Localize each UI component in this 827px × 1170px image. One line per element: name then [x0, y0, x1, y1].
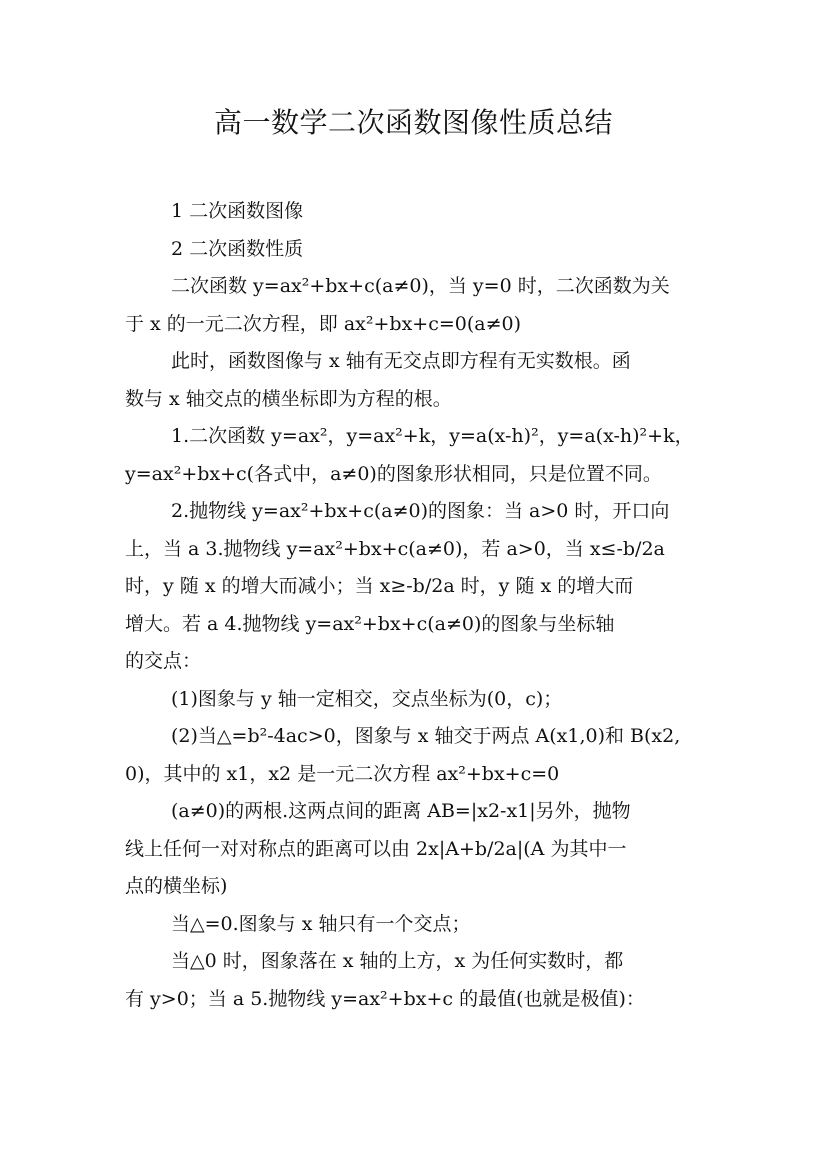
paragraph-line: 当△0 时，图象落在 x 轴的上方，x 为任何实数时，都: [171, 950, 624, 972]
paragraph-line: (1)图象与 y 轴一定相交，交点坐标为(0，c)；: [171, 687, 563, 710]
paragraph-line: 点的横坐标): [125, 875, 228, 897]
document-title: 高一数学二次函数图像性质总结: [213, 106, 613, 139]
document-body: [125, 193, 710, 1018]
paragraph-line: 时，y 随 x 的增大而减小；当 x≥-b/2a 时，y 随 x 的增大而: [125, 575, 634, 597]
paragraph-line: (2)当△=b²-4ac>0，图象与 x 轴交于两点 A(x1,0)和 B(x2,: [171, 725, 681, 747]
paragraph-line: 二次函数 y=ax²+bx+c(a≠0)，当 y=0 时，二次函数为关: [171, 275, 670, 297]
paragraph-line: 线上任何一对对称点的距离可以由 2x|A+b/2a|(A 为其中一: [125, 837, 627, 860]
paragraph-line: 0)，其中的 x1，x2 是一元二次方程 ax²+bx+c=0: [125, 762, 560, 785]
paragraph-line: 于 x 的一元二次方程，即 ax²+bx+c=0(a≠0): [125, 312, 522, 335]
paragraph-line: 的交点：: [125, 650, 202, 672]
paragraph-line: 数与 x 轴交点的横坐标即为方程的根。: [125, 387, 452, 410]
paragraph-line: 有 y>0；当 a 5.抛物线 y=ax²+bx+c 的最值(也就是极值)：: [125, 987, 645, 1010]
paragraph-line: 当△=0.图象与 x 轴只有一个交点；: [171, 912, 471, 935]
paragraph-line: y=ax²+bx+c(各式中，a≠0)的图象形状相同，只是位置不同。: [125, 462, 662, 485]
paragraph-line: 上，当 a 3.抛物线 y=ax²+bx+c(a≠0)，若 a>0，当 x≤-b/2a: [125, 537, 665, 560]
paragraph-line: 1 二次函数图像: [171, 200, 304, 222]
paragraph-line: 2 二次函数性质: [171, 237, 304, 260]
paragraph-line: 此时，函数图像与 x 轴有无交点即方程有无实数根。函: [171, 350, 631, 372]
paragraph-line: 增大。若 a 4.抛物线 y=ax²+bx+c(a≠0)的图象与坐标轴: [125, 612, 615, 635]
paragraph-line: 2.抛物线 y=ax²+bx+c(a≠0)的图象：当 a>0 时，开口向: [171, 500, 670, 522]
paragraph-line: (a≠0)的两根.这两点间的距离 AB=|x2-x1|另外，抛物: [171, 800, 631, 822]
paragraph-line: 1.二次函数 y=ax²，y=ax²+k，y=a(x-h)²，y=a(x-h)²+k，: [171, 425, 694, 447]
